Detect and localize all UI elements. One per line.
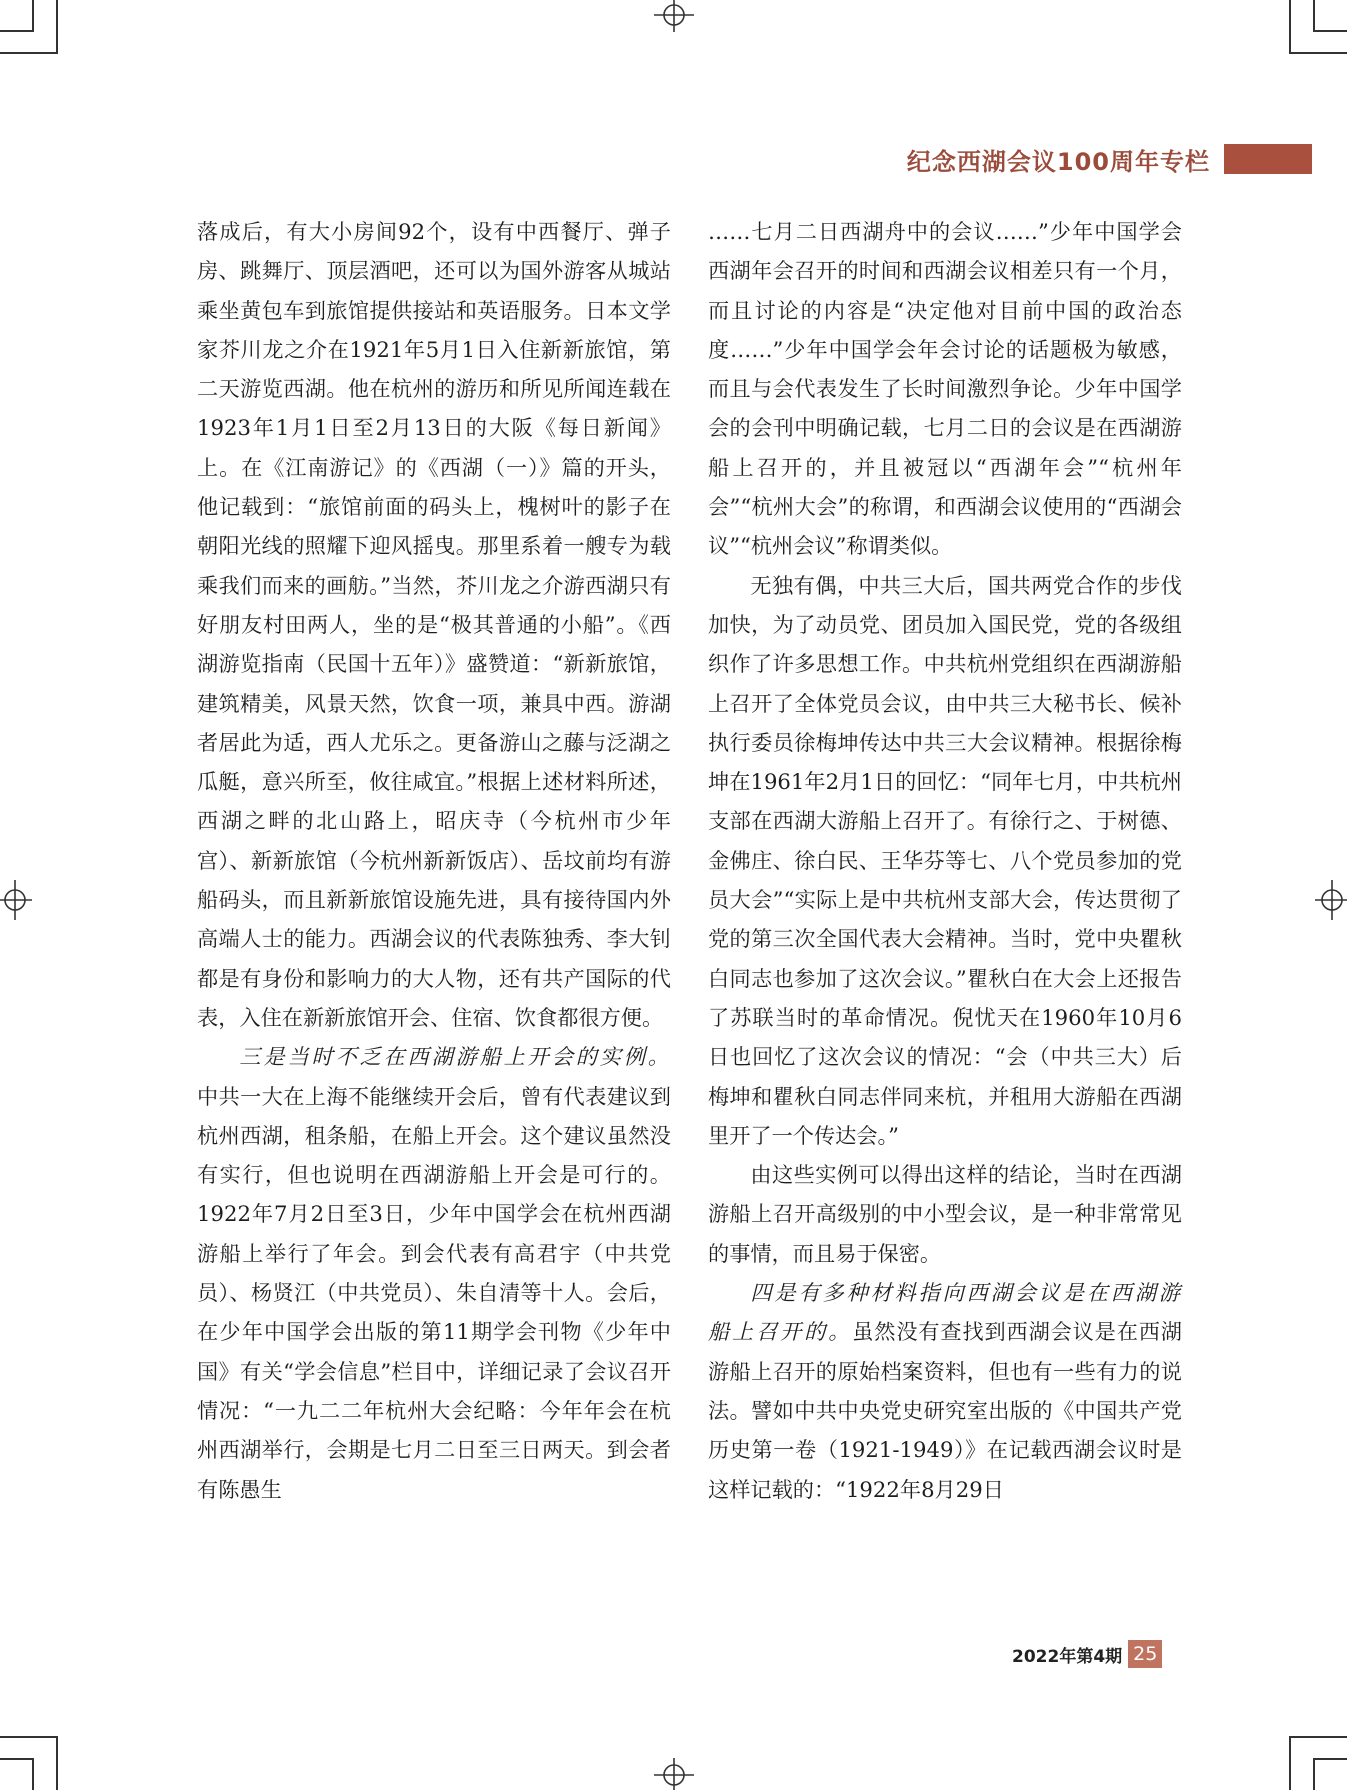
registration-mark-bottom (654, 1750, 694, 1790)
crop-mark (1313, 1758, 1347, 1760)
paragraph (708, 1273, 1182, 1509)
registration-mark-right (1307, 880, 1347, 920)
paragraph-body: 虽然没有查找到西湖会议是在西湖游船上召开的原始档案资料，但也有一些有力的说法。譬如中共中央党史研究室出版的《中国共产党历史第一卷（1921-1949）》在记载西湖会议时是这样记载的：“1922年8月29日 (708, 1319, 1182, 1502)
right-column (708, 212, 1182, 1509)
paragraph-body: 中共一大在上海不能继续开会后，曾有代表建议到杭州西湖，租条船，在船上开会。这个建议虽然没有实行，但也说明在西湖游船上开会是可行的。1922年7月2日至3日，少年中国学会在杭州西湖游船上举行了年会。到会代表有高君宇（中共党员）、杨贤江（中共党员）、朱自清等十人。会后，在少年中国学会出版的第11期学会刊物《少年中国》有关“学会信息”栏目中，详细记录了会议召开情况：“一九二二年杭州大会纪略：今年年会在杭州西湖举行，会期是七月二日至三日两天。到会者有陈愚生 (197, 1083, 671, 1502)
crop-mark (56, 1738, 58, 1790)
paragraph: 由这些实例可以得出这样的结论，当时在西湖游船上召开高级别的中小型会议，是一种非常常见的事情，而且易于保密。 (708, 1162, 1182, 1266)
crop-mark (1289, 1736, 1347, 1738)
crop-mark (1289, 0, 1291, 52)
crop-mark (56, 0, 58, 52)
crop-mark (0, 1758, 34, 1760)
paragraph: 落成后，有大小房间92个，设有中西餐厅、弹子房、跳舞厅、顶层酒吧，还可以为国外游客从城站乘坐黄包车到旅馆提供接站和英语服务。日本文学家芥川龙之介在1921年5月1日入住新新旅馆，第二天游览西湖。他在杭州的游历和所见所闻连载在1923年1月1日至2月13日的大阪《每日新闻》上。在《江南游记》的《西湖（一）》篇的开头，他记载到：“旅馆前面的码头上，槐树叶的影子在朝阳光线的照耀下迎风摇曳。那里系着一艘专为载乘我们而来的画舫。”当然，芥川龙之介游西湖只有好朋友村田两人，坐的是“极其普通的小船”。《西湖游览指南（民国十五年）》盛赞道：“新新旅馆，建筑精美，风景天然，饮食一项，兼具中西。游湖者居此为适，西人尤乐之。更备游山之藤与泛湖之瓜艇，意兴所至，攸往咸宜。”根据上述材料所述，西湖之畔的北山路上，昭庆寺（今杭州市少年宫）、新新旅馆（今杭州新新饭店）、岳坟前均有游船码头，而且新新旅馆设施先进，具有接待国内外高端人士的能力。西湖会议的代表陈独秀、李大钊都是有身份和影响力的大人物，还有共产国际的代表，入住在新新旅馆开会、住宿、饮食都很方便。 (197, 219, 671, 1030)
banner-title: 纪念西湖会议100周年专栏 (906, 147, 1210, 176)
left-column (197, 212, 671, 1509)
crop-mark (1313, 0, 1315, 30)
paragraph (197, 1037, 671, 1509)
crop-mark (1313, 1760, 1315, 1790)
paragraph-lead: 三是当时不乏在西湖游船上开会的实例。 (239, 1044, 671, 1070)
paragraph: 无独有偶，中共三大后，国共两党合作的步伐加快，为了动员党、团员加入国民党，党的各级组织作了许多思想工作。中共杭州党组织在西湖游船上召开了全体党员会议，由中共三大秘书长、候补执行委员徐梅坤传达中共三大会议精神。根据徐梅坤在1961年2月1日的回忆：“同年七月，中共杭州支部在西湖大游船上召开了。有徐行之、于树德、金佛庄、徐白民、王华芬等七、八个党员参加的党员大会”“实际上是中共杭州支部大会，传达贯彻了党的第三次全国代表大会精神。当时，党中央瞿秋白同志也参加了这次会议。”瞿秋白在大会上还报告了苏联当时的革命情况。倪忧天在1960年10月6日也回忆了这次会议的情况：“会（中共三大）后梅坤和瞿秋白同志伴同来杭，并租用大游船在西湖里开了一个传达会。” (708, 572, 1182, 1148)
page-footer (1012, 1640, 1162, 1668)
paragraph: ……七月二日西湖舟中的会议……”少年中国学会西湖年会召开的时间和西湖会议相差只有一个月，而且讨论的内容是“决定他对目前中国的政治态度……”少年中国学会年会讨论的话题极为敏感，而且与会代表发生了长时间激烈争论。少年中国学会的会刊中明确记载，七月二日的会议是在西湖游船上召开的，并且被冠以“西湖年会”“杭州年会”“杭州大会”的称谓，和西湖会议使用的“西湖会议”“杭州会议”称谓类似。 (708, 219, 1182, 559)
paragraph-lead: 四是有多种材料指向西湖会议是在西湖游船上召开的。 (708, 1280, 1182, 1345)
crop-mark (1313, 30, 1347, 32)
crop-mark (0, 52, 58, 54)
registration-mark-top (654, 0, 694, 40)
crop-mark (1289, 52, 1347, 54)
crop-mark (32, 1760, 34, 1790)
crop-mark (0, 30, 34, 32)
issue-label: 2022年第4期 (1012, 1646, 1123, 1667)
crop-mark (32, 0, 34, 30)
crop-mark (0, 1736, 58, 1738)
crop-mark (1289, 1738, 1291, 1790)
registration-mark-left (0, 880, 40, 920)
column-banner (907, 141, 1312, 177)
banner-accent-bar (1224, 144, 1312, 174)
page-number: 25 (1128, 1640, 1162, 1668)
